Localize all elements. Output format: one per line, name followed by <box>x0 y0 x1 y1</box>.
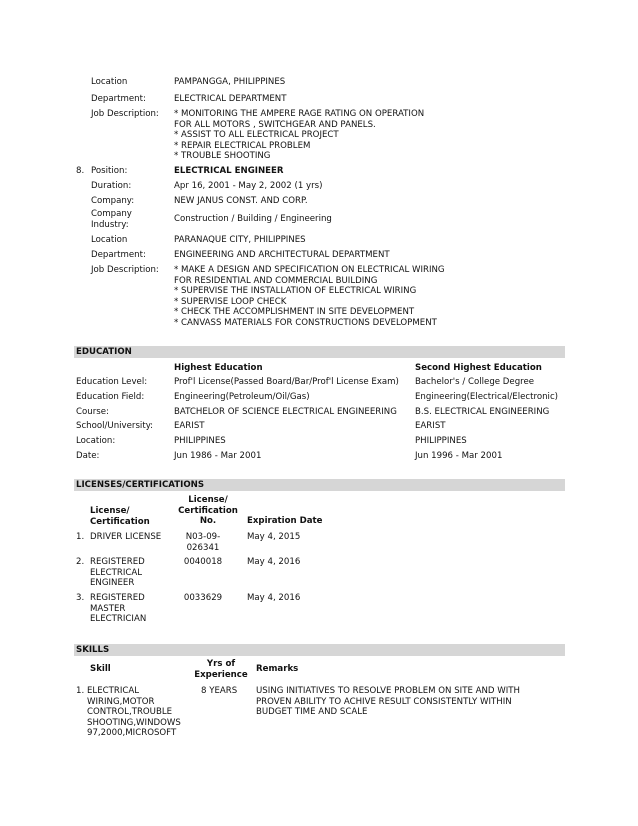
job8-duration-value: Apr 16, 2001 - May 2, 2002 (1 yrs) <box>174 181 323 191</box>
licenses-col-exp: Expiration Date <box>247 516 323 526</box>
education-section-header: EDUCATION <box>74 346 565 358</box>
education-row-second: Bachelor's / College Degree <box>415 377 535 387</box>
license-exp: May 4, 2015 <box>247 532 301 542</box>
skills-col-yrs: Yrs of Experience <box>194 659 248 680</box>
license-name: REGISTERED ELECTRICAL ENGINEER <box>90 557 145 588</box>
education-row-label: Location: <box>76 436 116 446</box>
education-row-second: Jun 1996 - Mar 2001 <box>415 451 503 461</box>
education-row-label: School/University: <box>76 421 154 431</box>
job8-jobdesc-line: * CANVASS MATERIALS FOR CONSTRUCTIONS DEVELOPMENT <box>174 317 437 328</box>
job8-jobdesc-label: Job Description: <box>91 265 159 275</box>
job8-jobdesc-line: * SUPERVISE LOOP CHECK <box>174 296 287 307</box>
job8-location-label: Location <box>91 235 128 245</box>
job8-number: 8. <box>76 166 85 176</box>
education-row-highest: PHILIPPINES <box>174 436 226 446</box>
skills-col-skill: Skill <box>90 664 111 674</box>
job8-department-label: Department: <box>91 250 146 260</box>
job8-industry-label-line: Industry: <box>91 219 129 230</box>
skill-num: 1. <box>76 686 85 696</box>
job8-position-label: Position: <box>91 166 128 176</box>
license-exp: May 4, 2016 <box>247 593 301 603</box>
education-row-label: Date: <box>76 451 100 461</box>
job8-company-value: NEW JANUS CONST. AND CORP. <box>174 196 308 206</box>
job8-jobdesc-line: * CHECK THE ACCOMPLISHMENT IN SITE DEVELOPMENT <box>174 307 415 318</box>
education-row-label: Education Field: <box>76 392 145 402</box>
licenses-col-no: License/ Certification No. <box>178 495 238 526</box>
skill-name: ELECTRICAL WIRING,MOTOR CONTROL,TROUBLE SHOOTING,WINDOWS 97,2000,MICROSOFT <box>87 686 181 738</box>
job7-jobdesc-line: * REPAIR ELECTRICAL PROBLEM <box>174 140 311 151</box>
job8-industry-label <box>91 209 132 230</box>
job7-jobdesc-line: * TROUBLE SHOOTING <box>174 151 271 162</box>
job7-department-value: ELECTRICAL DEPARTMENT <box>174 94 287 104</box>
license-num: 2. <box>76 557 85 567</box>
job8-industry-value: Construction / Building / Engineering <box>174 214 332 224</box>
education-col-highest: Highest Education <box>174 363 263 373</box>
job7-jobdesc-line: * MONITORING THE AMPERE RAGE RATING ON OPERATION <box>174 109 425 119</box>
job7-jobdesc <box>174 109 424 162</box>
licenses-col-cert: License/ Certification <box>90 506 150 527</box>
job7-location-label: Location <box>91 77 128 87</box>
license-name: DRIVER LICENSE <box>90 532 162 542</box>
education-row-second: Engineering(Electrical/Electronic) <box>415 392 559 402</box>
license-num: 1. <box>76 532 85 542</box>
job7-jobdesc-label: Job Description: <box>91 109 159 119</box>
skill-yrs: 8 YEARS <box>201 686 238 696</box>
job7-jobdesc-line: * ASSIST TO ALL ELECTRICAL PROJECT <box>174 130 339 141</box>
skills-section-header: SKILLS <box>74 644 565 656</box>
education-row-highest: Engineering(Petroleum/Oil/Gas) <box>174 392 310 402</box>
license-exp: May 4, 2016 <box>247 557 301 567</box>
job8-department-value: ENGINEERING AND ARCHITECTURAL DEPARTMENT <box>174 250 390 260</box>
license-name: REGISTERED MASTER ELECTRICIAN <box>90 593 147 624</box>
job8-location-value: PARANAQUE CITY, PHILIPPINES <box>174 235 306 245</box>
license-no: N03-09- 026341 <box>185 532 221 553</box>
license-num: 3. <box>76 593 85 603</box>
education-row-highest: BATCHELOR OF SCIENCE ELECTRICAL ENGINEERING <box>174 407 397 417</box>
job7-department-label: Department: <box>91 94 146 104</box>
education-row-second: PHILIPPINES <box>415 436 467 446</box>
skill-remarks: USING INITIATIVES TO RESOLVE PROBLEM ON SITE AND WITH PROVEN ABILITY TO ACHIVE RESULT CONSISTENTLY WITHIN BUDGET TIME AND SCALE <box>256 686 521 717</box>
licenses-section-header: LICENSES/CERTIFICATIONS <box>74 479 565 491</box>
job8-duration-label: Duration: <box>91 181 132 191</box>
education-row-second: EARIST <box>415 421 446 431</box>
job8-company-label: Company: <box>91 196 135 206</box>
education-col-second: Second Highest Education <box>415 363 542 373</box>
job7-jobdesc-line: FOR ALL MOTORS , SWITCHGEAR AND PANELS. <box>174 119 376 130</box>
license-no: 0040018 <box>183 557 223 567</box>
job8-industry-label-line: Company <box>91 209 132 219</box>
job8-jobdesc-line: FOR RESIDENTIAL AND COMMERCIAL BUILDING <box>174 275 378 286</box>
education-row-highest: EARIST <box>174 421 205 431</box>
education-row-second: B.S. ELECTRICAL ENGINEERING <box>415 407 550 417</box>
job8-jobdesc-line: * SUPERVISE THE INSTALLATION OF ELECTRICAL WIRING <box>174 286 417 297</box>
education-row-highest: Jun 1986 - Mar 2001 <box>174 451 262 461</box>
education-row-label: Course: <box>76 407 109 417</box>
education-row-highest: Prof'l License(Passed Board/Bar/Prof'l License Exam) <box>174 377 399 387</box>
job8-jobdesc <box>174 265 445 329</box>
skills-col-remarks: Remarks <box>256 664 299 674</box>
education-row-label: Education Level: <box>76 377 148 387</box>
job8-jobdesc-line: * MAKE A DESIGN AND SPECIFICATION ON ELECTRICAL WIRING <box>174 265 445 275</box>
job7-location-value: PAMPANGGA, PHILIPPINES <box>174 77 286 87</box>
license-no: 0033629 <box>183 593 223 603</box>
job8-position-value: ELECTRICAL ENGINEER <box>174 166 284 176</box>
